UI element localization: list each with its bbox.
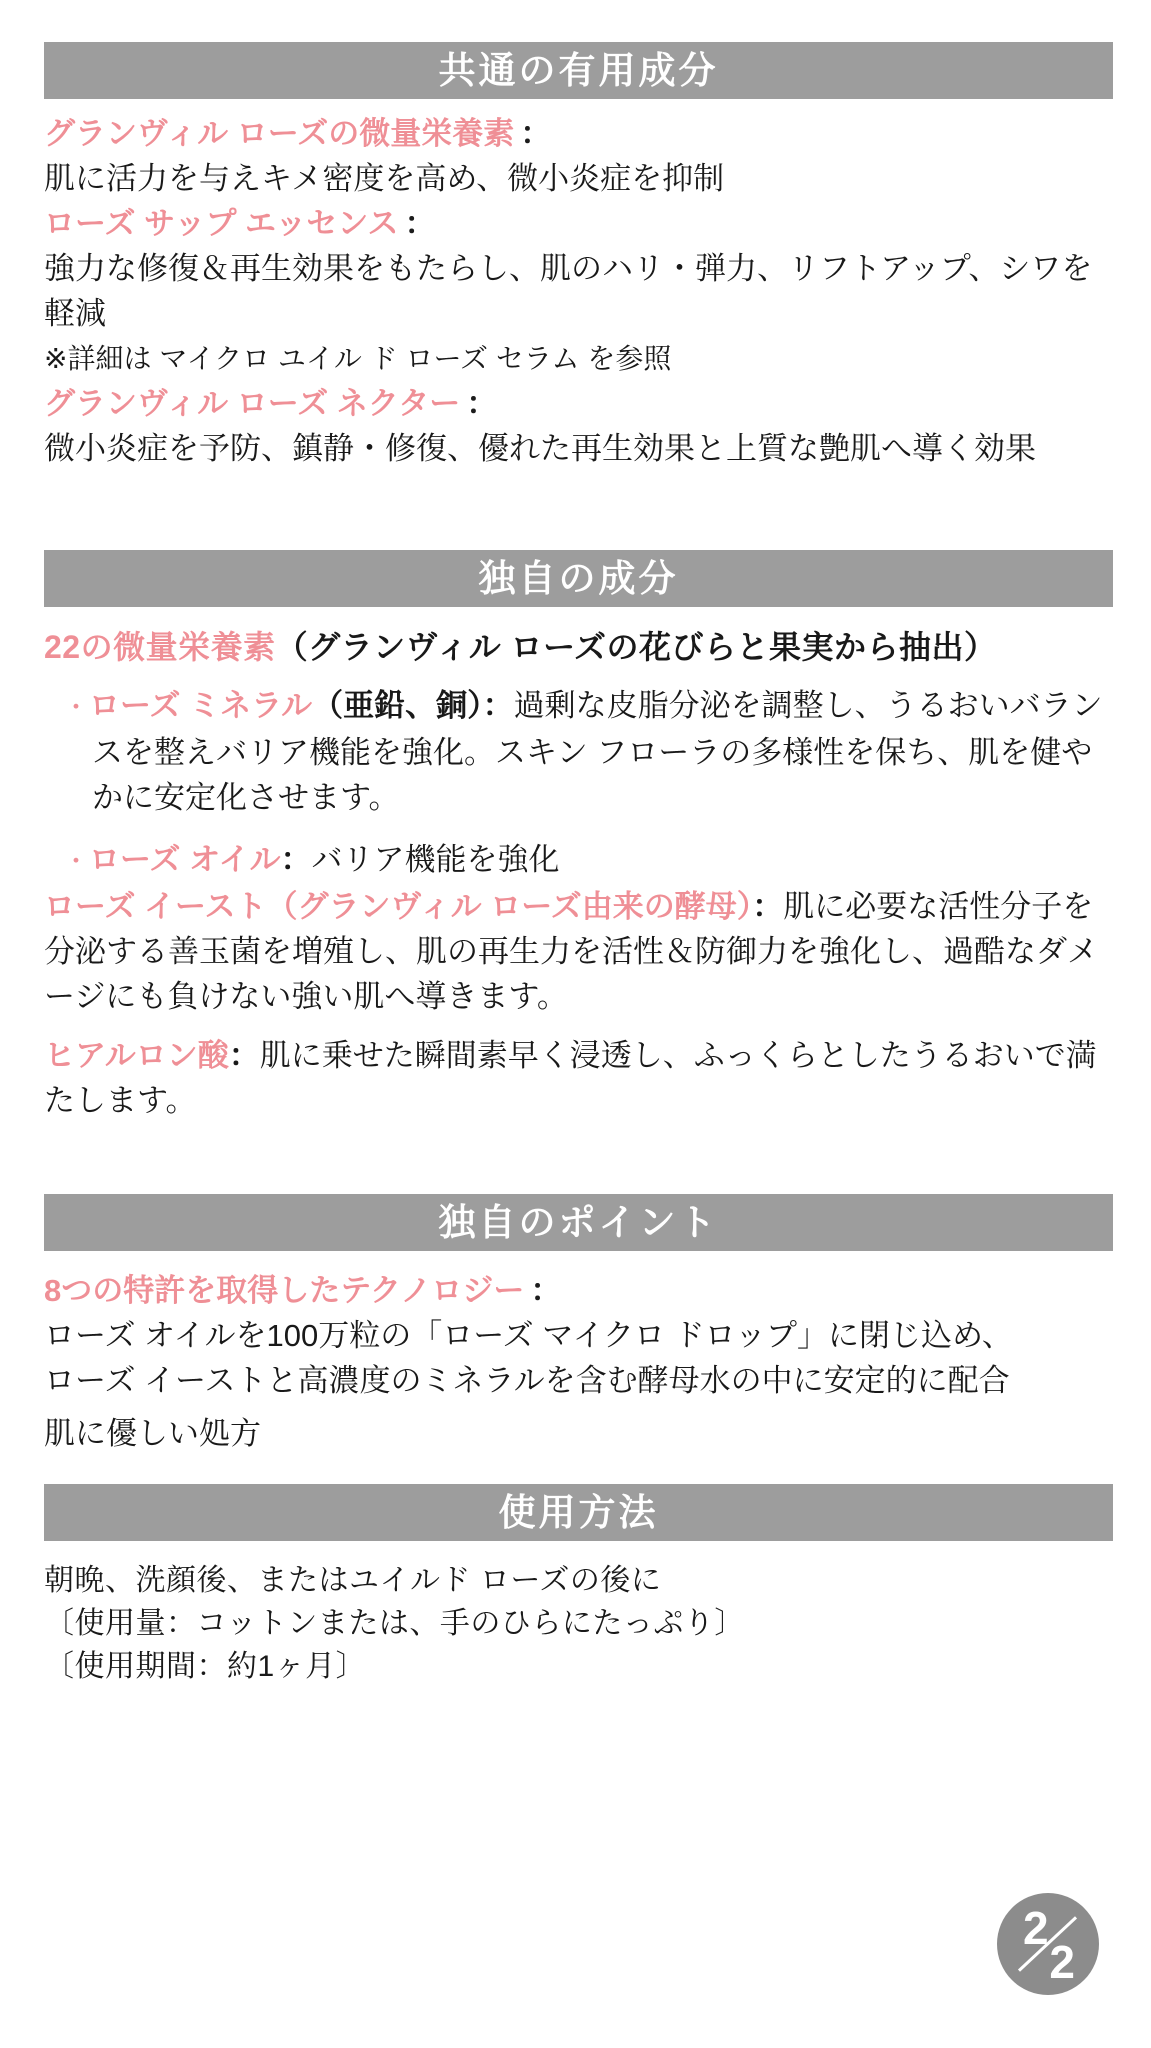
- ingredient-name: ローズ イースト（グランヴィル ローズ由来の酵母）: [44, 889, 753, 924]
- ingredient-name: ローズ ミネラル: [89, 688, 313, 723]
- ingredient-colon: ：: [752, 889, 784, 924]
- section-header-usage: [44, 1484, 1113, 1541]
- section-usage-content: [44, 1559, 1113, 1688]
- usage-amount-line: 〔使用量：コットンまたは、手のひらにたっぷり〕: [44, 1607, 745, 1640]
- technology-label-line: [44, 1268, 1113, 1313]
- bullet-rose-mineral: [44, 683, 1113, 820]
- page-current: 2: [1023, 1902, 1049, 1954]
- section-header-unique-ingredients: [44, 550, 1113, 607]
- paragraph-hyaluronic-acid: [44, 1033, 1113, 1123]
- section-common-content: [44, 111, 1113, 471]
- section-header-unique-points: [44, 1194, 1113, 1251]
- micronutrients-source: （グランヴィル ローズの花びらと果実から抽出）: [275, 629, 997, 665]
- ingredient-colon: ：: [404, 206, 436, 241]
- technology-name: 8つの特許を取得したテクノロジー: [44, 1273, 525, 1308]
- ingredient-name: ローズ オイル: [89, 842, 281, 877]
- ingredient-description: 肌に必要な活性分子を分泌する善玉菌を増殖し、肌の再生力を活性＆防御力を強化し、過酷なダメージにも負けない強い肌へ導きます。: [44, 889, 1098, 1014]
- bullet-dot: ・: [63, 692, 90, 722]
- ingredient-colon: ：: [228, 1038, 260, 1073]
- section-title-usage: 使用方法: [498, 1492, 659, 1533]
- technology-description-line: ローズ イーストと高濃度のミネラルを含む酵母水の中に安定的に配合: [44, 1363, 1010, 1398]
- gentle-formula-line: 肌に優しい処方: [44, 1416, 261, 1451]
- section-header-common: [44, 42, 1113, 99]
- usage-duration-line: 〔使用期間：約1ヶ月〕: [44, 1650, 367, 1683]
- ingredient-label-line: [44, 381, 1113, 426]
- technology-description-line: ローズ オイルを100万粒の「ローズ マイクロ ドロップ」に閉じ込め、: [44, 1318, 1013, 1353]
- ingredient-colon: ：: [466, 386, 498, 421]
- micronutrients-lead-line: [44, 623, 1113, 671]
- ingredient-name: ローズ サップ エッセンス: [44, 206, 399, 241]
- page-total: 2: [1049, 1936, 1075, 1988]
- ingredient-qualifier: （亜鉛、銅）：: [312, 688, 514, 723]
- ingredient-name: グランヴィル ローズ ネクター: [44, 386, 461, 421]
- micronutrients-count: 22の微量栄養素: [44, 629, 276, 665]
- ingredient-label-line: [44, 201, 1113, 246]
- ingredient-name: ヒアルロン酸: [44, 1038, 229, 1073]
- section-unique-points-content: [44, 1268, 1113, 1456]
- section-unique-ingredients-content: [44, 623, 1113, 1123]
- ingredient-description: 微小炎症を予防、鎮静・修復、優れた再生効果と上質な艶肌へ導く効果: [44, 431, 1036, 466]
- ingredient-description: 強力な修復＆再生効果をもたらし、肌のハリ・弾力、リフトアップ、シワを軽減: [44, 251, 1093, 331]
- paragraph-rose-yeast: [44, 884, 1113, 1019]
- ingredient-qualifier: ：: [280, 842, 312, 877]
- technology-colon: ：: [530, 1273, 562, 1308]
- section-title-unique-ingredients: 独自の成分: [478, 558, 679, 599]
- ingredient-colon: ：: [520, 116, 552, 151]
- usage-timing-line: 朝晩、洗顔後、またはユイルド ローズの後に: [44, 1564, 662, 1597]
- ingredient-label-line: [44, 111, 1113, 156]
- reference-note: ※詳細は マイクロ ユイル ド ローズ セラム を参照: [44, 343, 672, 374]
- page-number-badge: [997, 1893, 1099, 1995]
- ingredient-name: グランヴィル ローズの微量栄養素: [44, 116, 515, 151]
- section-title-common: 共通の有用成分: [438, 50, 719, 91]
- bullet-rose-oil: [44, 837, 1113, 884]
- bullet-dot: ・: [63, 846, 90, 876]
- section-title-unique-points: 独自のポイント: [438, 1202, 719, 1243]
- ingredient-description: 肌に乗せた瞬間素早く浸透し、ふっくらとしたうるおいで満たします。: [44, 1038, 1097, 1118]
- ingredient-description: 肌に活力を与えキメ密度を高め、微小炎症を抑制: [44, 161, 725, 196]
- ingredient-description: バリア機能を強化: [311, 842, 560, 877]
- ingredient-description: 過剰な皮脂分泌を調整し、うるおいバランスを整えバリア機能を強化。スキン フローラの多様性を保ち、肌を健やかに安定化させます。: [92, 688, 1103, 815]
